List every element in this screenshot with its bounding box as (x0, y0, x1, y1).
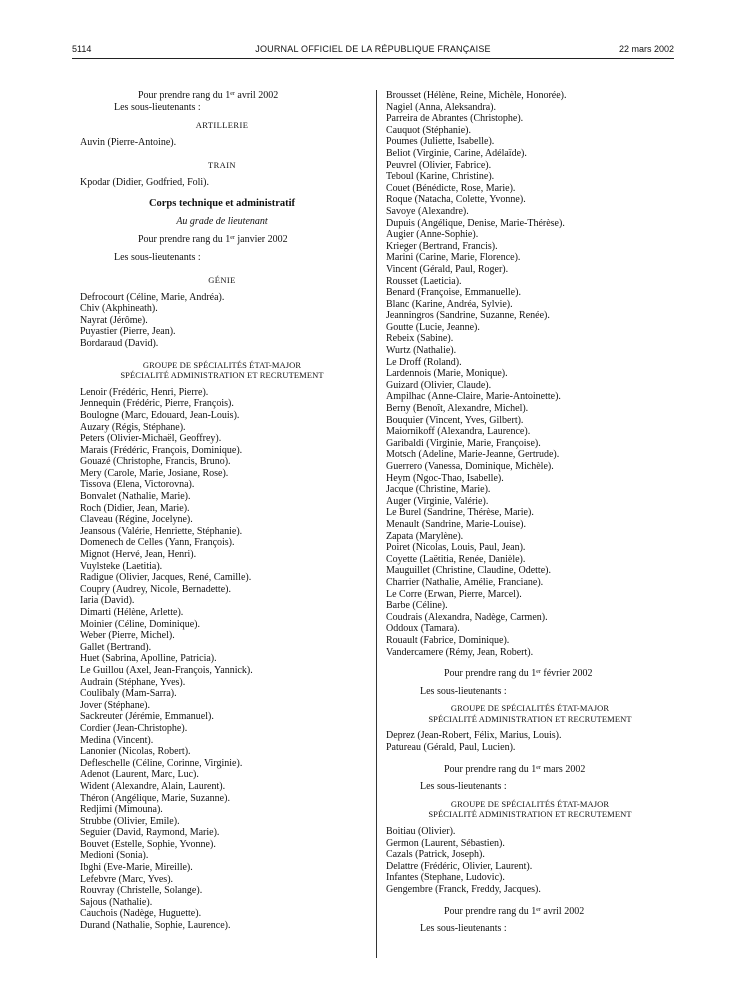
name-entry: Berny (Benoît, Alexandre, Michel). (386, 403, 529, 415)
sous-lieutenants-label: Les sous-lieutenants : (114, 101, 201, 113)
name-entry: Claveau (Régine, Jocelyne). (80, 514, 193, 526)
name-entry: Boulogne (Marc, Edouard, Jean-Louis). (80, 409, 240, 421)
name-entry: Vincent (Gérald, Paul, Roger). (386, 263, 509, 275)
name-entry: Kpodar (Didier, Godfried, Foli). (80, 176, 210, 188)
name-entry: Le Burel (Sandrine, Thérèse, Marie). (386, 507, 534, 519)
name-entry: Le Guillou (Axel, Jean-François, Yannick). (80, 664, 253, 676)
name-entry: Lanonier (Nicolas, Robert). (80, 746, 191, 758)
name-entry: Rouvray (Christelle, Solange). (80, 885, 203, 897)
name-entry: Peters (Olivier-Michaël, Geoffrey). (80, 433, 222, 445)
header-rule (72, 58, 674, 59)
name-entry: Auvin (Pierre-Antoine). (80, 137, 177, 149)
name-entry: Jeansous (Valérie, Henriette, Stéphanie). (80, 525, 243, 537)
name-entry: Coupry (Audrey, Nicole, Bernadette). (80, 583, 231, 595)
name-entry: Sajous (Nathalie). (80, 896, 153, 908)
name-entry: Defrocourt (Céline, Marie, Andréa). (80, 291, 225, 303)
name-entry: Dimarti (Hélène, Arlette). (80, 607, 184, 618)
train-list (80, 177, 364, 189)
name-entry: Poumes (Juliette, Isabelle). (386, 136, 495, 148)
name-entry: Tissova (Elena, Victorovna). (80, 479, 195, 491)
name-entry: Coulibaly (Mam-Sarra). (80, 688, 177, 700)
name-entry: Radigue (Olivier, Jacques, René, Camille). (80, 572, 252, 584)
continued-list (386, 90, 674, 658)
name-entry: Roque (Natacha, Colette, Yvonne). (386, 194, 526, 206)
name-entry: Goutte (Lucie, Jeanne). (386, 321, 480, 333)
rank-line-mars: Pour prendre rang du 1er mars 2002 (444, 763, 586, 775)
sous-lieutenants-label: Les sous-lieutenants : (114, 251, 201, 263)
name-entry: Auger (Virginie, Valérie). (386, 495, 489, 507)
name-entry: Sackreuter (Jérémie, Emmanuel). (80, 711, 214, 723)
name-entry: Redjimi (Mimouna). (80, 804, 163, 816)
name-entry: Menault (Sandrine, Marie-Louise). (386, 518, 526, 530)
name-entry: Teboul (Karine, Christine). (386, 171, 495, 183)
name-entry: Rousset (Laeticia). (386, 275, 462, 287)
name-entry: Bouvet (Estelle, Sophie, Yvonne). (80, 838, 216, 850)
section-train: TRAIN (208, 159, 236, 170)
name-entry: Nayrat (Jérôme). (80, 314, 148, 326)
section-artillerie: ARTILLERIE (195, 120, 249, 131)
name-entry: Motsch (Adeline, Marie-Jeanne, Gertrude). (386, 449, 560, 461)
groupe-heading-line1: GROUPE DE SPÉCIALITÉS ÉTAT-MAJOR (142, 359, 302, 370)
name-entry: Vuylsteke (Laetitia). (80, 560, 163, 572)
name-entry: Iaria (David). (80, 595, 135, 607)
name-entry: Strubbe (Olivier, Emile). (80, 815, 180, 827)
name-entry: Deprez (Jean-Robert, Félix, Marius, Louis). (386, 730, 562, 742)
name-entry: Brousset (Hélène, Reine, Michèle, Honorée). (386, 90, 567, 101)
name-entry: Patureau (Gérald, Paul, Lucien). (386, 742, 516, 754)
name-entry: Le Corre (Erwan, Pierre, Marcel). (386, 588, 522, 600)
name-entry: Nagiel (Anna, Aleksandra). (386, 101, 496, 113)
name-entry: Cauquot (Stéphanie). (386, 124, 471, 136)
groupe-heading-line2: SPÉCIALITÉ ADMINISTRATION ET RECRUTEMENT (428, 809, 632, 820)
name-entry: Jennequin (Frédéric, Pierre, François). (80, 398, 234, 410)
genie-list (80, 292, 364, 350)
name-entry: Wident (Alexandre, Alain, Laurent). (80, 780, 226, 792)
name-entry: Infantes (Stephane, Ludovic). (386, 872, 505, 884)
name-entry: Couet (Bénédicte, Rose, Marie). (386, 182, 516, 194)
name-entry: Peuvrel (Olivier, Fabrice). (386, 159, 492, 171)
section-genie: GÉNIE (208, 274, 236, 285)
sous-lieutenants-label: Les sous-lieutenants : (420, 781, 507, 793)
artillerie-list (80, 137, 364, 149)
corps-title: Corps technique et administratif (148, 198, 296, 210)
name-entry: Zapata (Marylène). (386, 530, 464, 542)
left-column (80, 90, 364, 932)
rank-line-janvier: Pour prendre rang du 1er janvier 2002 (138, 234, 288, 246)
name-entry: Bordaraud (David). (80, 337, 159, 349)
name-entry: Lefebvre (Marc, Yves). (80, 873, 174, 885)
name-entry: Blanc (Karine, Andréa, Sylvie). (386, 298, 513, 310)
name-entry: Guerrero (Vanessa, Dominique, Michèle). (386, 461, 554, 472)
name-entry: Ampilhac (Anne-Claire, Marie-Antoinette). (386, 391, 561, 403)
name-entry: Audrain (Stéphane, Yves). (80, 676, 186, 688)
name-entry: Mauguillet (Christine, Claudine, Odette). (386, 565, 551, 577)
name-entry: Cordier (Jean-Christophe). (80, 722, 188, 734)
name-entry: Guizard (Olivier, Claude). (386, 379, 492, 391)
name-entry: Barbe (Céline). (386, 600, 448, 612)
name-entry: Seguier (David, Raymond, Marie). (80, 827, 220, 839)
name-entry: Boitiau (Olivier). (386, 826, 456, 838)
name-entry: Germon (Laurent, Sébastien). (386, 837, 505, 849)
sous-lieutenants-label: Les sous-lieutenants : (420, 685, 507, 697)
sous-lieutenants-label: Les sous-lieutenants : (420, 923, 507, 935)
rank-line-avril-2: Pour prendre rang du 1er avril 2002 (444, 905, 585, 917)
publication-date: 22 mars 2002 (618, 44, 674, 54)
mars-list (386, 826, 674, 896)
name-entry: Garibaldi (Virginie, Marie, Françoise). (386, 437, 541, 449)
name-entry: Domenech de Celles (Yann, François). (80, 537, 235, 549)
name-entry: Augier (Anne-Sophie). (386, 229, 479, 241)
name-entry: Poiret (Nicolas, Louis, Paul, Jean). (386, 542, 526, 554)
name-entry: Vandercamere (Rémy, Jean, Robert). (386, 646, 534, 658)
name-entry: Krieger (Bertrand, Francis). (386, 240, 498, 252)
name-entry: Durand (Nathalie, Sophie, Laurence). (80, 920, 231, 932)
name-entry: Bouquier (Vincent, Yves, Gilbert). (386, 414, 524, 426)
name-entry: Lardennois (Marie, Monique). (386, 368, 508, 380)
name-entry: Moinier (Céline, Dominique). (80, 618, 200, 630)
column-divider (376, 90, 377, 958)
name-entry: Jacque (Christine, Marie). (386, 484, 491, 496)
name-entry: Beliot (Virginie, Carine, Adélaïde). (386, 147, 527, 159)
name-entry: Oddoux (Tamara). (386, 623, 460, 635)
name-entry: Rouault (Fabrice, Dominique). (386, 634, 510, 646)
name-entry: Marais (Frédéric, François, Dominique). (80, 444, 243, 456)
name-entry: Roch (Didier, Jean, Marie). (80, 502, 190, 514)
name-entry: Cauchois (Nadège, Huguette). (80, 908, 202, 920)
name-entry: Maiornikoff (Alexandra, Laurence). (386, 426, 531, 438)
name-entry: Coyette (Laëtitia, Renée, Danièle). (386, 553, 526, 565)
name-entry: Puyastier (Pierre, Jean). (80, 326, 176, 338)
page-number: 5114 (72, 44, 92, 54)
name-entry: Savoye (Alexandre). (386, 205, 469, 217)
name-entry: Marini (Carine, Marie, Florence). (386, 252, 521, 264)
name-entry: Dupuis (Angélique, Denise, Marie-Thérèse). (386, 217, 565, 229)
name-entry: Gallet (Bertrand). (80, 641, 152, 653)
name-entry: Medioni (Sonia). (80, 850, 149, 862)
name-entry: Jeanningros (Sandrine, Suzanne, Renée). (386, 310, 550, 322)
rank-line-avril: Pour prendre rang du 1er avril 2002 (138, 90, 279, 101)
name-entry: Charrier (Nathalie, Amélie, Franciane). (386, 576, 544, 588)
name-entry: Delattre (Frédéric, Olivier, Laurent). (386, 860, 533, 872)
groupe-heading-line2: SPÉCIALITÉ ADMINISTRATION ET RECRUTEMENT (428, 713, 632, 724)
groupe-heading-line1: GROUPE DE SPÉCIALITÉS ÉTAT-MAJOR (450, 798, 610, 809)
name-entry: Lenoir (Frédéric, Henri, Pierre). (80, 386, 209, 398)
name-entry: Adenot (Laurent, Marc, Luc). (80, 769, 199, 781)
name-entry: Ibghi (Eve-Marie, Mireille). (80, 862, 193, 874)
name-entry: Medina (Vincent). (80, 734, 154, 746)
name-entry: Benard (Françoise, Emmanuelle). (386, 287, 521, 299)
name-entry: Parreira de Abrantes (Christophe). (386, 113, 524, 125)
name-entry: Chiv (Akphineath). (80, 303, 158, 315)
name-entry: Cazals (Patrick, Joseph). (386, 849, 485, 861)
name-entry: Le Droff (Roland). (386, 356, 462, 368)
right-column (386, 90, 674, 935)
name-entry: Mignot (Hervé, Jean, Henri). (80, 549, 197, 561)
name-entry: Weber (Pierre, Michel). (80, 630, 175, 642)
name-entry: Gengembre (Franck, Freddy, Jacques). (386, 884, 541, 895)
name-entry: Coudrais (Alexandra, Nadège, Carmen). (386, 611, 548, 623)
name-entry: Heym (Ngoc-Thao, Isabelle). (386, 472, 504, 484)
name-entry: Auzary (Régis, Stéphane). (80, 421, 186, 433)
name-entry: Théron (Angélique, Marie, Suzanne). (80, 792, 230, 804)
rank-line-fevrier: Pour prendre rang du 1er février 2002 (444, 668, 593, 680)
groupe-heading-line1: GROUPE DE SPÉCIALITÉS ÉTAT-MAJOR (450, 703, 610, 714)
name-entry: Jover (Stéphane). (80, 699, 150, 711)
groupe-heading-line2: SPÉCIALITÉ ADMINISTRATION ET RECRUTEMENT (120, 370, 324, 381)
name-entry: Wurtz (Nathalie). (386, 345, 457, 357)
name-entry: Mery (Carole, Marie, Josiane, Rose). (80, 467, 229, 479)
journal-title: JOURNAL OFFICIEL DE LA RÉPUBLIQUE FRANÇAISE (255, 44, 491, 54)
name-entry: Gouazé (Christophe, Francis, Bruno). (80, 456, 231, 468)
fevrier-list (386, 730, 674, 753)
name-entry: Defleschelle (Céline, Corinne, Virginie). (80, 757, 243, 769)
name-entry: Bonvalet (Nathalie, Marie). (80, 491, 191, 503)
name-entry: Rebeix (Sabine). (386, 333, 454, 345)
grade-title: Au grade de lieutenant (176, 216, 268, 228)
groupe-list (80, 387, 364, 932)
name-entry: Huet (Sabrina, Apolline, Patricia). (80, 653, 217, 665)
